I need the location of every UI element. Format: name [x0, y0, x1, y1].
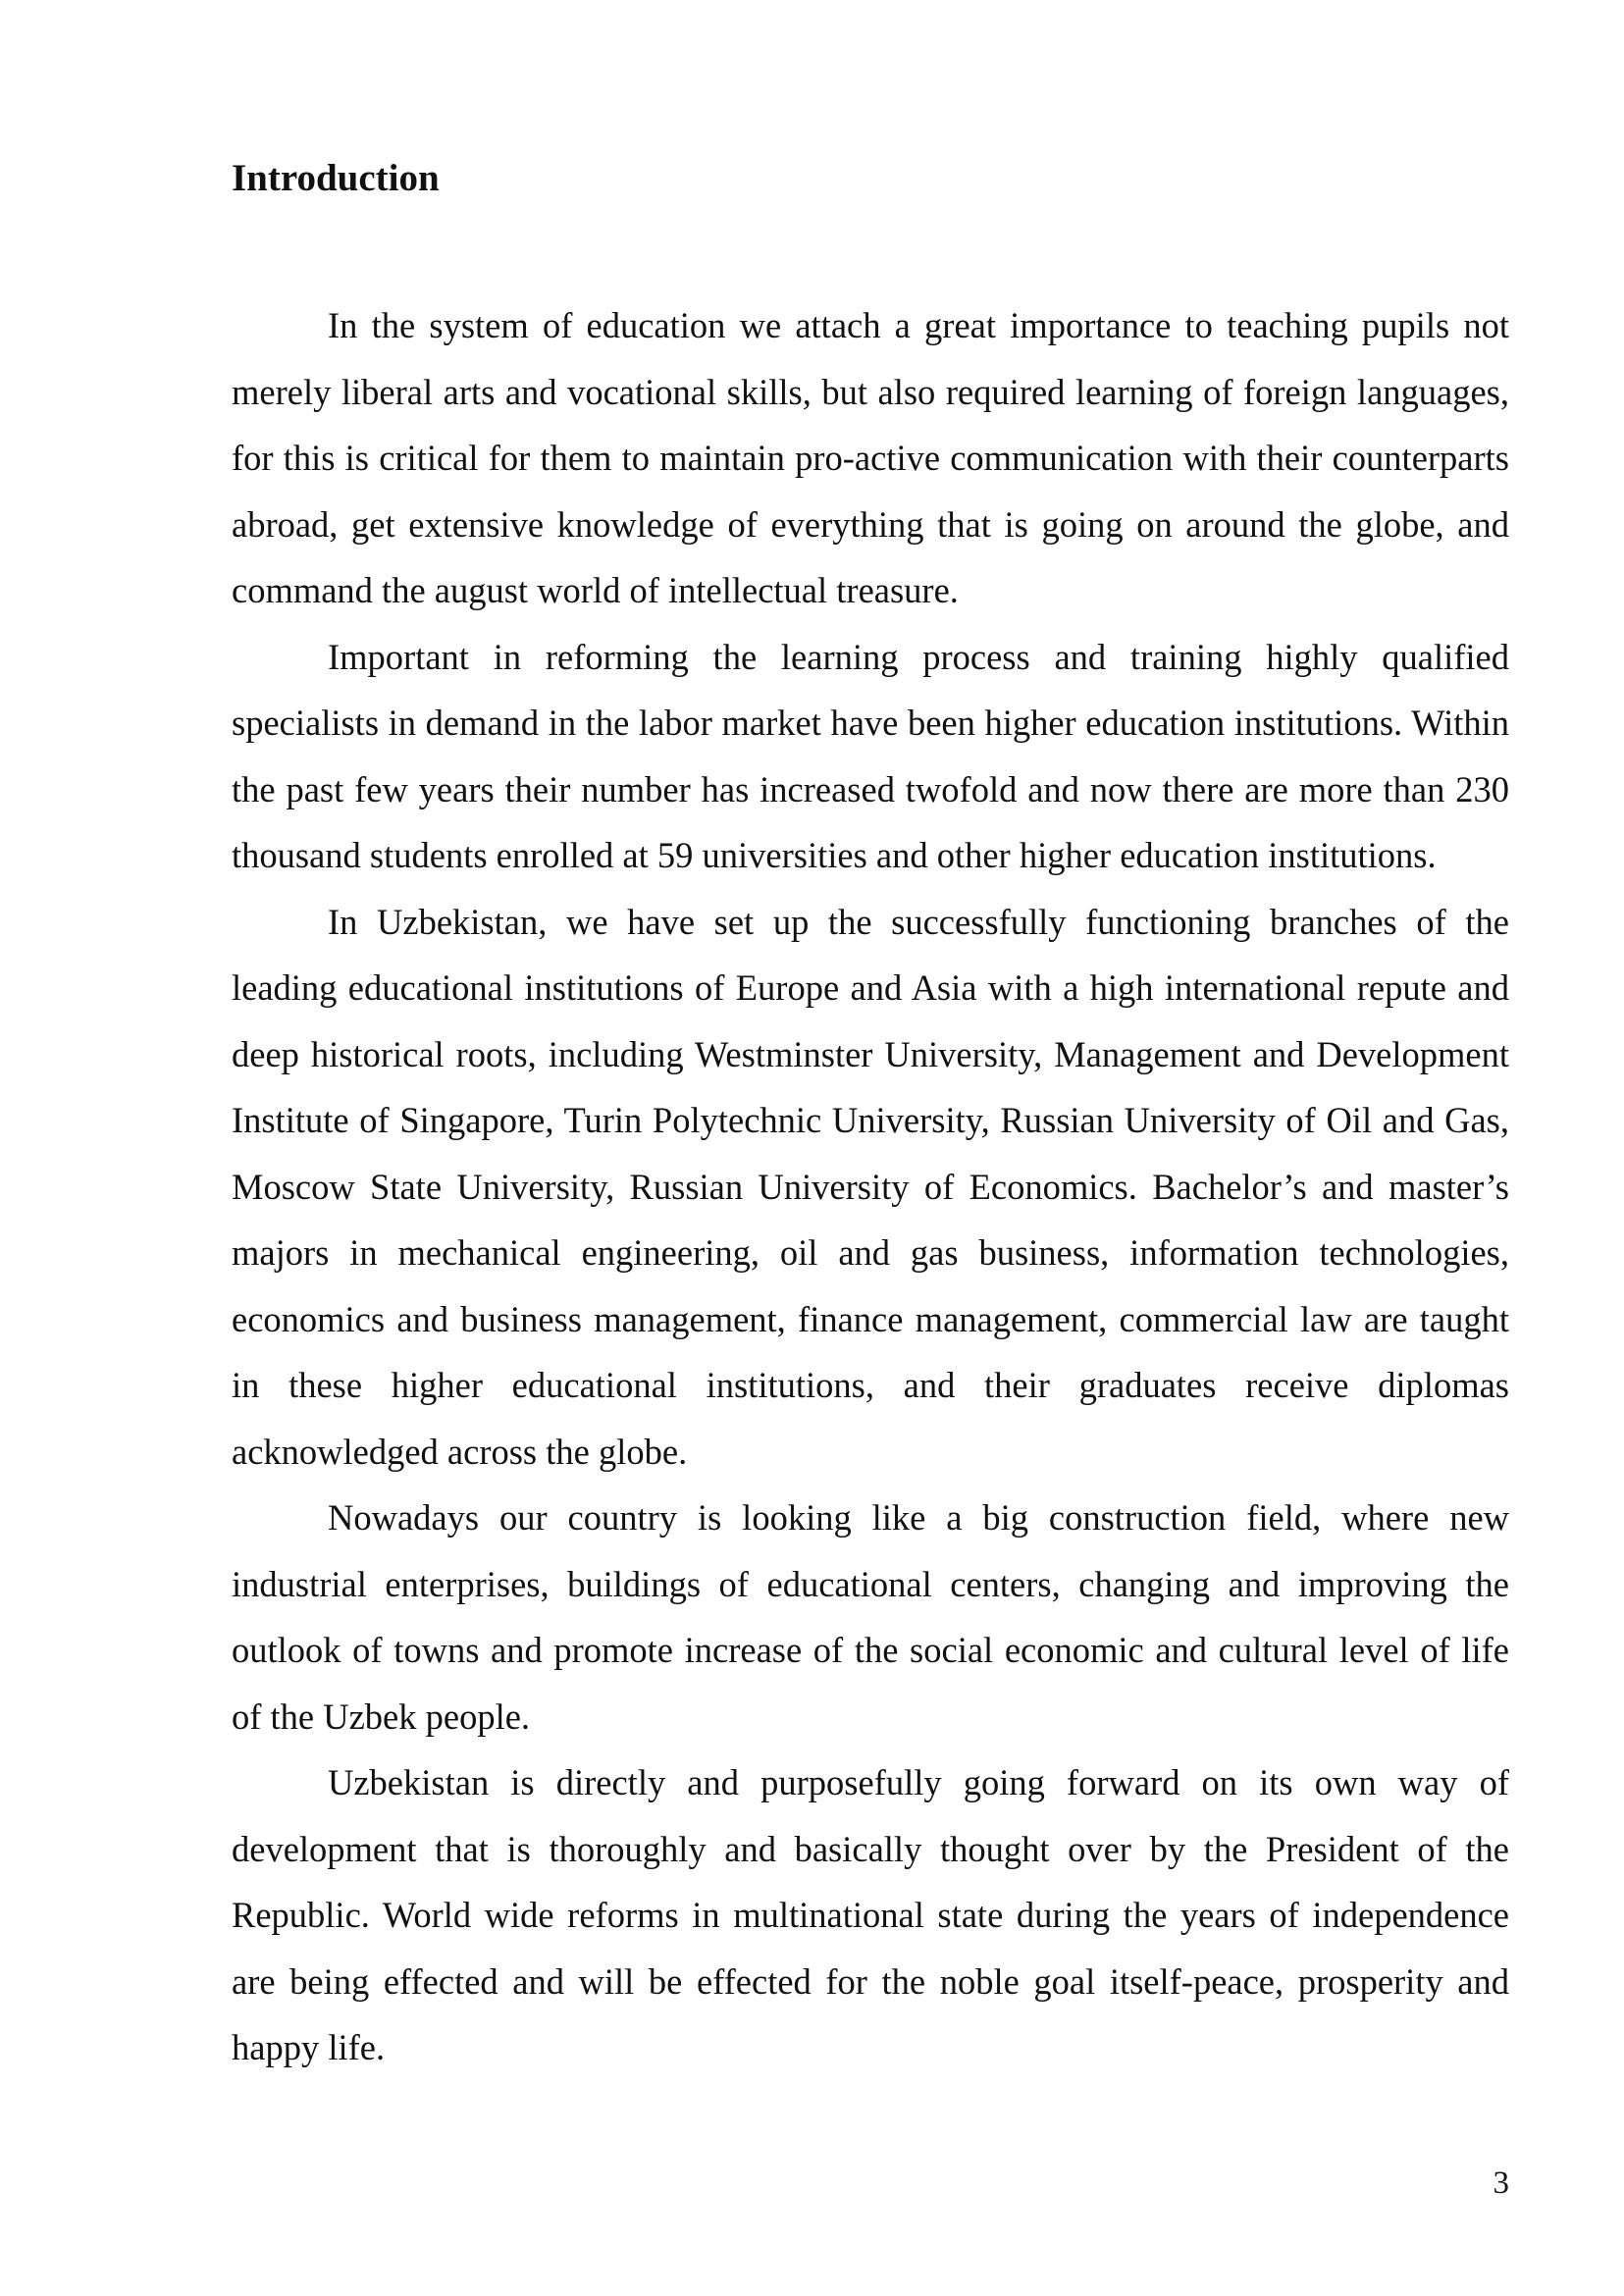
paragraph-foreign-branches: In Uzbekistan, we have set up the successfully functioning branches of the leading educational institutions of Europe and Asia with a high international repute and deep historical roots, including Westminster University, Management and Development Institute of Singapore, Turin Polytechnic University, Russian University of Oil and Gas, Moscow State University, Russian University of Economics. Bachelor’s and master’s majors in mechanical engineering, oil and gas business, information technologies, economics and business management, finance management, commercial law are taught in these higher educational institutions, and their graduates receive diplomas acknowledged across the globe. — [232, 901, 1509, 1472]
paragraph-higher-education: Important in reforming the learning process and training highly qualified specialists in demand in the labor market have been higher education institutions. Within the past few years their number has increased twofold and now there are more than 230 thousand students enrolled at 59 universities and other higher education institutions. — [232, 636, 1509, 875]
section-heading: Introduction — [232, 157, 440, 199]
paragraph-construction: Nowadays our country is looking like a big construction field, where new industrial enterprises, buildings of educational centers, changing and improving the outlook of towns and promote increase of the social economic and cultural level of life of the Uzbek people. — [232, 1497, 1509, 1737]
body-text — [232, 292, 1509, 2081]
page-number: 3 — [1493, 2166, 1509, 2201]
paragraph-development: Uzbekistan is directly and purposefully going forward on its own way of development that is thoroughly and basically thought over by the President of the Republic. World wide reforms in multinational state during the years of independence are being effected and will be effected for the noble goal itself-peace, prosperity and happy life. — [232, 1762, 1509, 2067]
paragraph-education-languages: In the system of education we attach a great importance to teaching pupils not merely liberal arts and vocational skills, but also required learning of foreign languages, for this is critical for them to maintain pro-active communication with their counterparts abroad, get extensive knowledge of everything that is going on around the globe, and command the august world of intellectual treasure. — [232, 305, 1509, 610]
